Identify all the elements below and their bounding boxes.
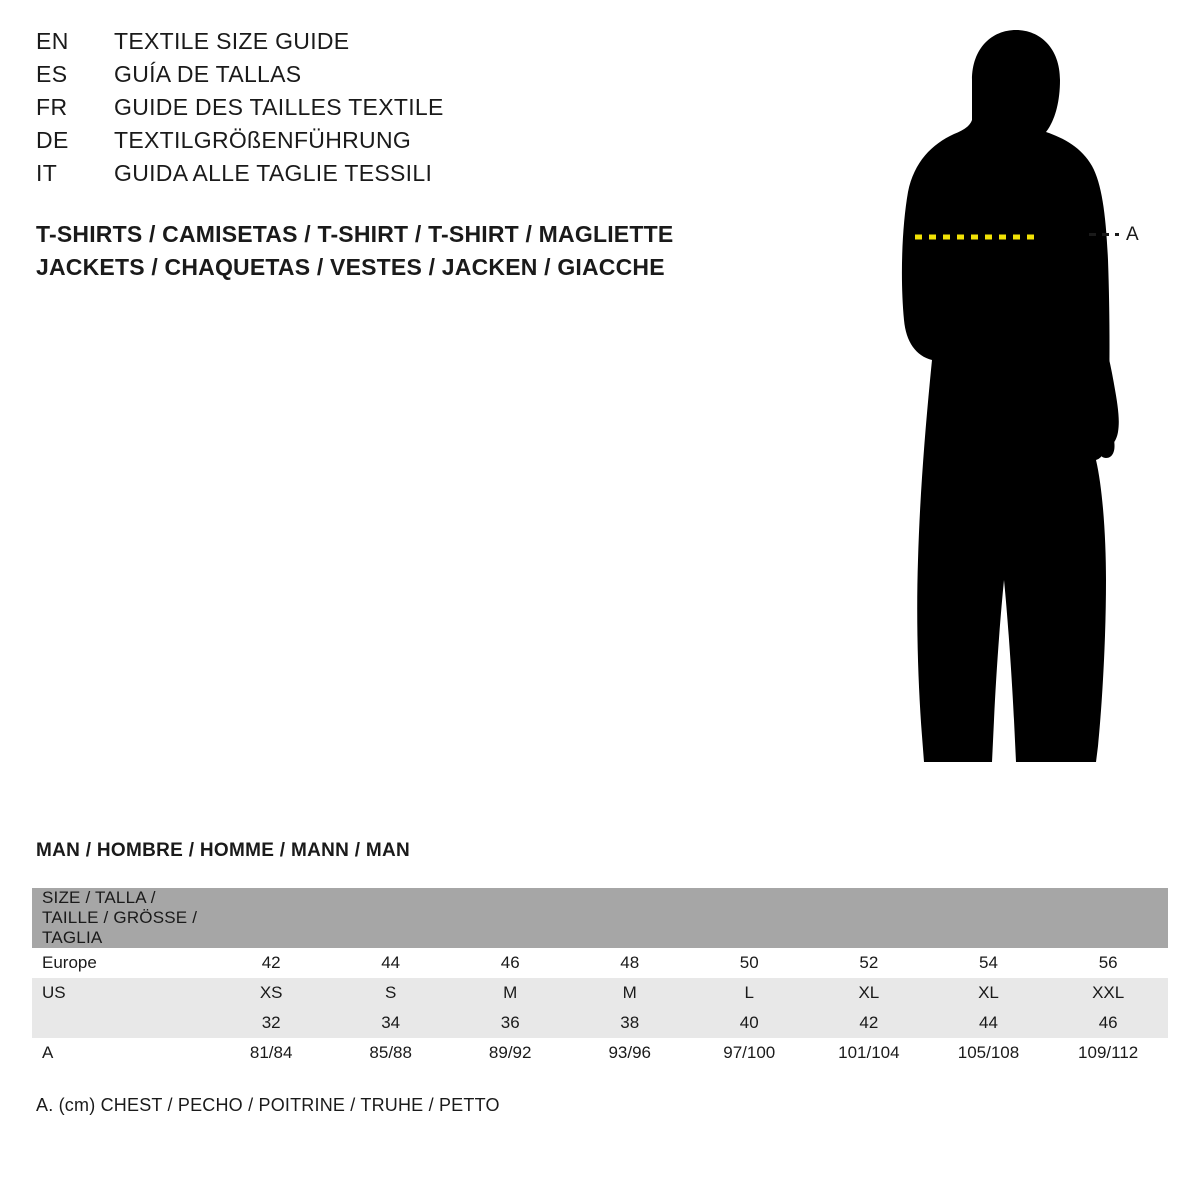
cell-europe-6: 52 (809, 948, 929, 978)
header-spacer-4 (570, 888, 690, 948)
row-label-us: US (32, 978, 211, 1008)
cell-europe-5: 50 (689, 948, 809, 978)
header-spacer-5 (689, 888, 809, 948)
man-silhouette-figure (820, 20, 1180, 790)
cell-us-5: L (689, 978, 809, 1008)
cell-europe-3: 46 (450, 948, 570, 978)
cell-numeric-4: 38 (570, 1008, 690, 1038)
cell-europe-4: 48 (570, 948, 690, 978)
cell-us-8: XXL (1048, 978, 1168, 1008)
cell-numeric-6: 42 (809, 1008, 929, 1038)
cell-us-7: XL (929, 978, 1049, 1008)
cell-numeric-2: 34 (331, 1008, 451, 1038)
cell-us-1: XS (211, 978, 331, 1008)
table-row (32, 978, 1168, 1008)
cell-a-8: 109/112 (1048, 1038, 1168, 1068)
header-spacer-3 (450, 888, 570, 948)
cell-numeric-3: 36 (450, 1008, 570, 1038)
table-row-header (32, 888, 1168, 948)
header-spacer-8 (1048, 888, 1168, 948)
language-code-de: DE (36, 127, 69, 153)
table-row (32, 1008, 1168, 1038)
row-label-a: A (32, 1038, 211, 1068)
cell-a-5: 97/100 (689, 1038, 809, 1068)
size-table (32, 888, 1168, 1068)
row-label-numeric (32, 1008, 211, 1038)
header-label: SIZE / TALLA / TAILLE / GRÖSSE / TAGLIA (32, 888, 211, 948)
language-text-de: TEXTILGRÖßENFÜHRUNG (114, 127, 412, 153)
gender-title: MAN / HOMBRE / HOMME / MANN / MAN (36, 840, 411, 861)
table-row (32, 1038, 1168, 1068)
cell-a-3: 89/92 (450, 1038, 570, 1068)
measure-leader-dashes (1089, 233, 1119, 236)
cell-a-1: 81/84 (211, 1038, 331, 1068)
table-row (32, 948, 1168, 978)
row-label-europe: Europe (32, 948, 211, 978)
cell-a-7: 105/108 (929, 1038, 1049, 1068)
cell-us-3: M (450, 978, 570, 1008)
language-row-en (36, 28, 756, 61)
cell-numeric-5: 40 (689, 1008, 809, 1038)
category-tshirts: T-SHIRTS / CAMISETAS / T-SHIRT / T-SHIRT / MAGLIETTE (36, 221, 674, 247)
language-text-es: GUÍA DE TALLAS (114, 61, 302, 87)
language-text-it: GUIDA ALLE TAGLIE TESSILI (114, 160, 433, 186)
cell-numeric-1: 32 (211, 1008, 331, 1038)
language-text-fr: GUIDE DES TAILLES TEXTILE (114, 94, 444, 120)
cell-numeric-8: 46 (1048, 1008, 1168, 1038)
language-code-en: EN (36, 28, 69, 54)
language-code-fr: FR (36, 94, 68, 120)
language-code-es: ES (36, 61, 68, 87)
cell-a-2: 85/88 (331, 1038, 451, 1068)
cell-europe-2: 44 (331, 948, 451, 978)
cell-us-4: M (570, 978, 690, 1008)
cell-a-6: 101/104 (809, 1038, 929, 1068)
language-row-es (36, 61, 756, 94)
language-row-fr (36, 94, 756, 127)
cell-europe-7: 54 (929, 948, 1049, 978)
language-code-it: IT (36, 160, 58, 186)
language-row-de (36, 127, 756, 160)
category-jackets: JACKETS / CHAQUETAS / VESTES / JACKEN / GIACCHE (36, 254, 665, 280)
cell-us-2: S (331, 978, 451, 1008)
cell-numeric-7: 44 (929, 1008, 1049, 1038)
header-spacer-2 (331, 888, 451, 948)
language-title-block (36, 28, 756, 193)
cell-a-4: 93/96 (570, 1038, 690, 1068)
header-spacer-1 (211, 888, 331, 948)
cell-europe-8: 56 (1048, 948, 1168, 978)
header-spacer-7 (929, 888, 1049, 948)
category-block (36, 218, 796, 284)
footnote-chest: A. (cm) CHEST / PECHO / POITRINE / TRUHE / PETTO (36, 1095, 500, 1115)
header-spacer-6 (809, 888, 929, 948)
language-row-it (36, 160, 756, 193)
measure-label-a: A (1126, 224, 1139, 245)
cell-europe-1: 42 (211, 948, 331, 978)
language-text-en: TEXTILE SIZE GUIDE (114, 28, 350, 54)
silhouette-icon (820, 20, 1180, 790)
cell-us-6: XL (809, 978, 929, 1008)
